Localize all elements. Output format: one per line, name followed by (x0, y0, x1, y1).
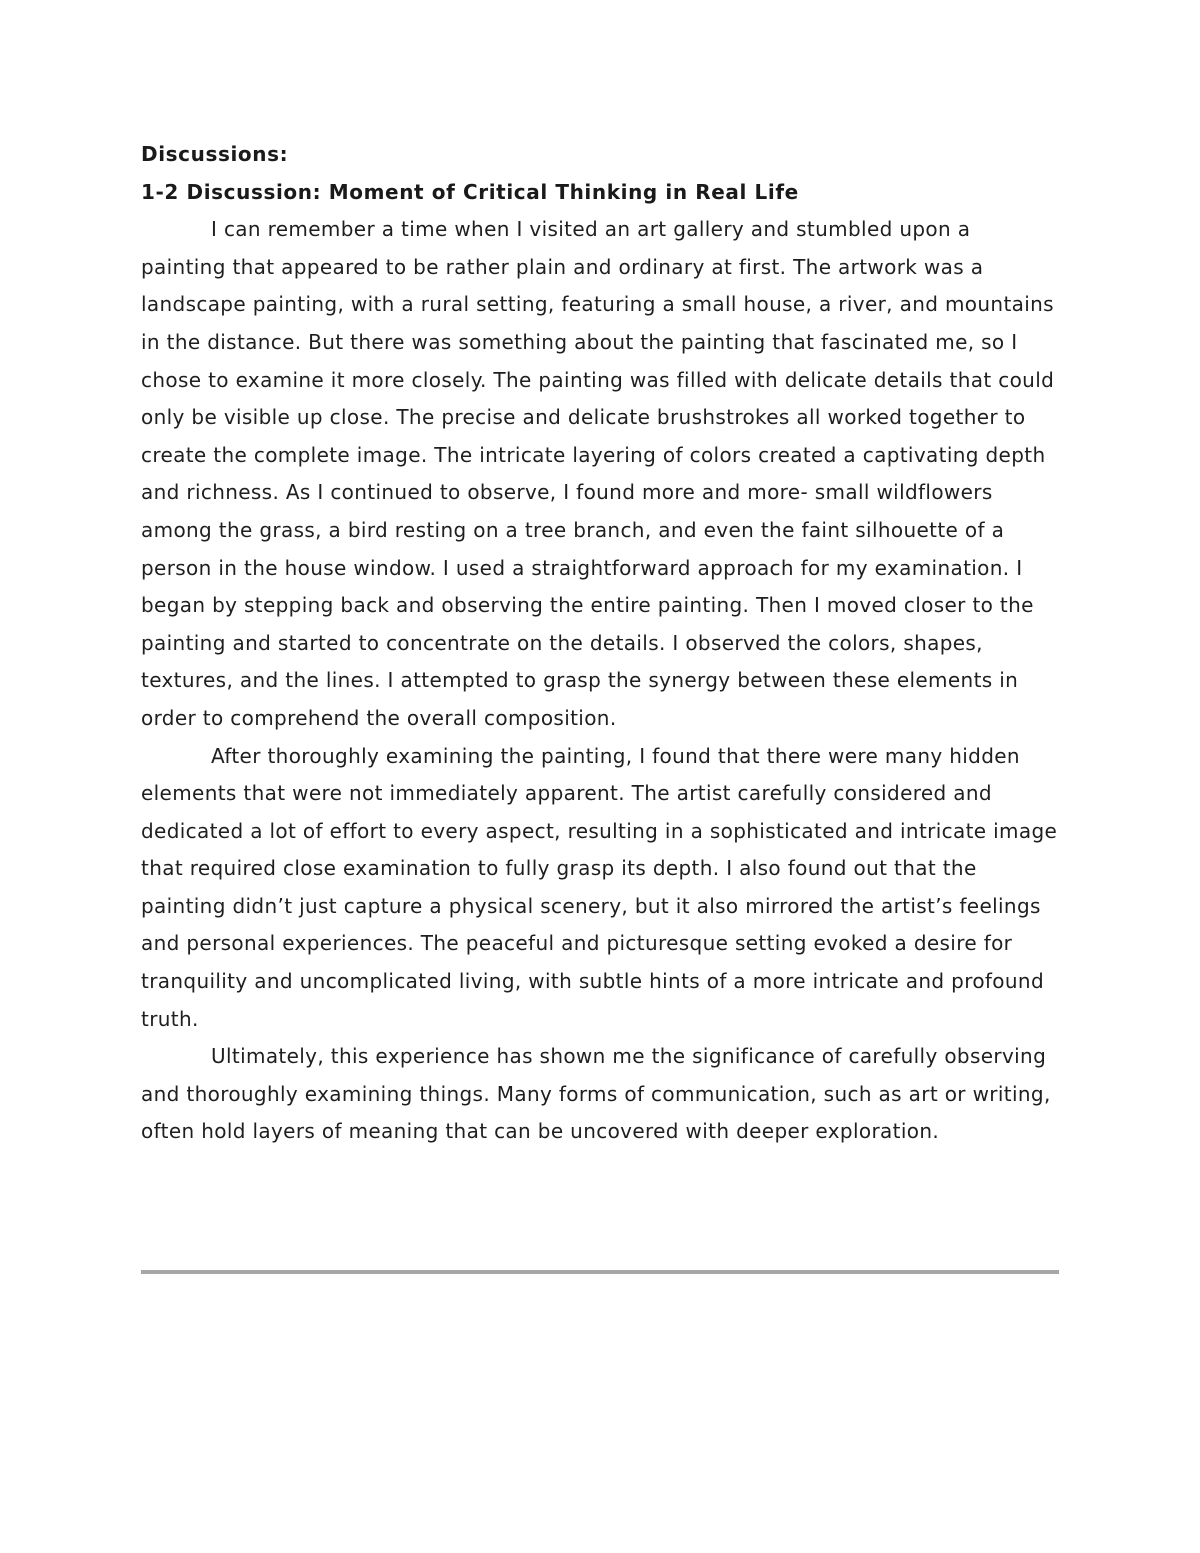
document-body (141, 136, 1059, 1151)
paragraph-2: After thoroughly examining the painting, I found that there were many hidden elements that were not immediately apparent. The artist carefully considered and dedicated a lot of effort to every aspect, resulting in a sophisticated and intricate image that required close examination to fully grasp its depth. I also found out that the painting didn’t just capture a physical scenery, but it also mirrored the artist’s feelings and personal experiences. The peaceful and picturesque setting evoked a desire for tranquility and uncomplicated living, with subtle hints of a more intricate and profound truth. (141, 743, 1058, 1031)
section-heading: Discussions: (141, 142, 289, 166)
paragraph-1: I can remember a time when I visited an art gallery and stumbled upon a painting that appeared to be rather plain and ordinary at first. The artwork was a landscape painting, with a rural setting, featuring a small house, a river, and mountains in the distance. But there was something about the painting that fascinated me, so I chose to examine it more closely. The painting was filled with delicate details that could only be visible up close. The precise and delicate brushstrokes all worked together to create the complete image. The intricate layering of colors created a captivating depth and richness. As I continued to observe, I found more and more- small wildflowers among the grass, a bird resting on a tree branch, and even the faint silhouette of a person in the house window. I used a straightforward approach for my examination. I began by stepping back and observing the entire painting. Then I moved closer to the painting and started to concentrate on the details. I observed the colors, shapes, textures, and the lines. I attempted to grasp the synergy between these elements in order to comprehend the overall composition. (141, 217, 1055, 730)
paragraph-3: Ultimately, this experience has shown me the significance of carefully observing and thoroughly examining things. Many forms of communication, such as art or writing, often hold layers of meaning that can be uncovered with deeper exploration. (141, 1044, 1051, 1144)
horizontal-divider (141, 1270, 1059, 1274)
discussion-title: 1-2 Discussion: Moment of Critical Thinking in Real Life (141, 179, 799, 204)
